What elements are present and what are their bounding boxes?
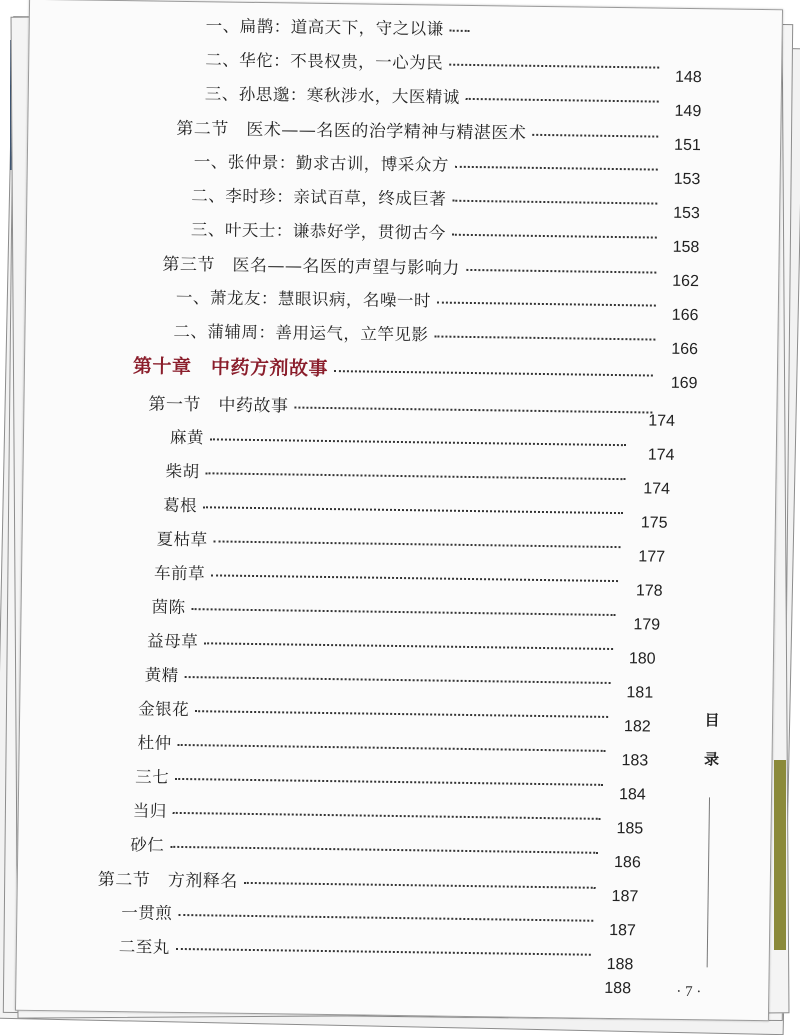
toc-section: 第三节 医名——名医的声望与影响力: [162, 250, 662, 282]
toc-chapter: 第十章 中药方剂故事: [133, 351, 659, 385]
toc-page-number: 169: [670, 374, 698, 393]
toc-page-number: 183: [621, 752, 649, 770]
toc-page-number: 148: [674, 68, 702, 87]
dot-leader: [466, 267, 657, 274]
dot-leader: [244, 880, 596, 889]
toc-page-number: 175: [640, 514, 668, 532]
toc-entry: 一、张仲景：勤求古训，博采众方: [194, 148, 664, 179]
dot-leader: [434, 333, 655, 340]
toc-entry: 三、孙思邈：寒秋涉水，大医精诚: [205, 80, 665, 110]
toc-entry: 二至丸: [119, 933, 597, 964]
dot-leader: [532, 132, 658, 138]
dot-leader: [204, 640, 613, 650]
toc-page: [15, 0, 783, 1021]
toc-page-number: 179: [633, 616, 661, 634]
toc-entry: 一、萧龙友：慧眼识病，名噪一时: [176, 284, 662, 315]
toc-section: 第二节 医术——名医的治学精神与精湛医术: [176, 114, 664, 146]
dot-leader: [178, 742, 606, 752]
toc-section: 第二节 方剂释名: [98, 865, 602, 897]
toc-page-number: 174: [648, 412, 676, 430]
dot-leader: [214, 538, 621, 548]
toc-page-number: 174: [647, 446, 675, 464]
dot-leader: [185, 674, 611, 684]
book-edge-olive: [774, 760, 786, 950]
dot-leader: [449, 62, 659, 69]
toc-entry: 黄精: [145, 661, 617, 692]
toc-page-number: 181: [626, 684, 654, 702]
toc-entry: 柴胡: [165, 458, 631, 489]
toc-entry: 益母草: [147, 627, 619, 658]
toc-entry: 三、叶天士：谦恭好学，贯彻古今: [191, 216, 663, 247]
toc-page-number: 149: [674, 102, 702, 121]
toc-entry: 一、扁鹊：道高天下，守之以谦: [206, 12, 476, 40]
dot-leader: [175, 776, 603, 786]
toc-page-number: 177: [638, 548, 666, 566]
toc-page-number: 188: [604, 979, 632, 998]
toc-entry: 夏枯草: [156, 526, 626, 557]
dot-leader: [170, 844, 598, 854]
toc-page-number: 166: [671, 340, 699, 359]
dot-leader: [450, 28, 470, 32]
dot-leader: [437, 300, 656, 307]
dot-leader: [334, 368, 653, 376]
table-of-contents: [16, 0, 782, 1020]
dot-leader: [192, 606, 616, 616]
toc-page-number: 158: [672, 238, 700, 257]
toc-section: 第一节 中药故事: [148, 389, 658, 421]
toc-page-number: 166: [671, 306, 699, 325]
toc-entry: 二、李时珍：亲试百草，终成巨著: [191, 182, 663, 213]
toc-entry: 二、蒲辅周：善用运气，立竿见影: [173, 318, 661, 349]
toc-page-number: 178: [635, 582, 663, 600]
dot-leader: [205, 470, 625, 480]
side-section-label: [697, 709, 726, 787]
toc-page-number: 162: [672, 272, 700, 291]
toc-entry: 葛根: [163, 492, 629, 523]
toc-page-number: 151: [674, 136, 701, 155]
dot-leader: [173, 810, 601, 820]
toc-page-number: 185: [616, 820, 644, 838]
toc-entry: 当归: [133, 797, 607, 828]
dot-leader: [466, 96, 659, 103]
toc-entry: 三七: [135, 763, 609, 794]
dot-leader: [294, 405, 652, 414]
dot-leader: [210, 436, 626, 446]
side-label-char: 录: [703, 750, 720, 769]
toc-page-number: 180: [628, 650, 656, 668]
dot-leader: [211, 572, 618, 582]
dot-leader: [195, 708, 608, 718]
toc-entry: 砂仁: [130, 831, 604, 862]
dot-leader: [203, 504, 623, 514]
toc-entry: 二、华佗：不畏权贵，一心为民: [205, 46, 665, 76]
page-folio: · 7 ·: [676, 983, 702, 1001]
toc-entry: 金银花: [138, 695, 614, 726]
toc-page-number: 187: [609, 921, 636, 940]
dot-leader: [452, 198, 657, 205]
toc-entry: 杜仲: [138, 729, 612, 760]
side-label-char: 目: [704, 711, 720, 730]
toc-entry: 车前草: [154, 560, 624, 591]
toc-page-number: 188: [606, 955, 634, 974]
dot-leader: [176, 946, 591, 956]
toc-entry: 麻黄: [170, 424, 632, 454]
toc-page-number: 186: [613, 854, 641, 872]
toc-page-number: 153: [673, 204, 700, 223]
toc-entry: 一贯煎: [121, 899, 599, 930]
toc-page-number: 184: [618, 786, 646, 804]
dot-leader: [452, 232, 657, 239]
toc-page-number: 182: [623, 718, 651, 736]
toc-page-number: 153: [673, 170, 701, 189]
dot-leader: [455, 164, 658, 171]
dot-leader: [178, 912, 593, 922]
toc-entry: 茵陈: [151, 594, 621, 625]
toc-page-number: 187: [611, 888, 639, 906]
toc-page-number: 174: [643, 480, 671, 498]
